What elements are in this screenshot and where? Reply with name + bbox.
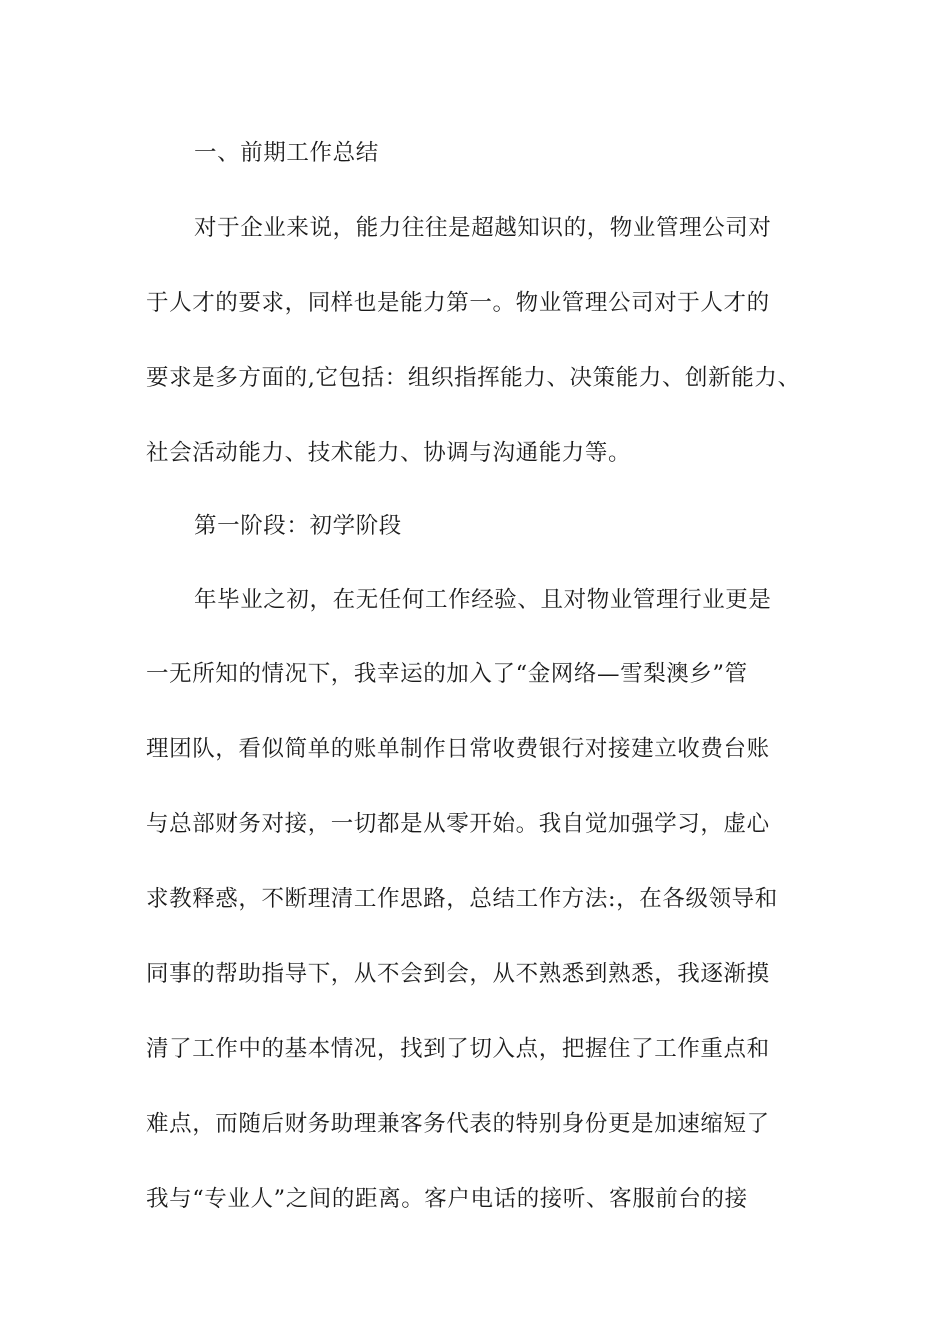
paragraph-line: 于人才的要求，同样也是能力第一。物业管理公司对于人才的 xyxy=(146,290,770,316)
paragraph-line: 清了工作中的基本情况，找到了切入点，把握住了工作重点和 xyxy=(146,1036,770,1062)
stage-heading: 第一阶段：初学阶段 xyxy=(194,513,402,539)
section-heading: 一、前期工作总结 xyxy=(194,140,379,166)
paragraph-line: 难点，而随后财务助理兼客务代表的特别身份更是加速缩短了 xyxy=(146,1111,770,1137)
paragraph-line: 社会活动能力、技术能力、协调与沟通能力等。 xyxy=(146,440,632,466)
paragraph-line: 理团队，看似简单的账单制作日常收费银行对接建立收费台账 xyxy=(146,736,770,762)
paragraph-line: 一无所知的情况下，我幸运的加入了“金网络—雪梨澳乡”管 xyxy=(146,661,748,687)
paragraph-line: 年毕业之初，在无任何工作经验、且对物业管理行业更是 xyxy=(194,587,772,613)
paragraph-line: 同事的帮助指导下，从不会到会，从不熟悉到熟悉，我逐渐摸 xyxy=(146,961,770,987)
paragraph-line: 求教释惑，不断理清工作思路，总结工作方法:，在各级领导和 xyxy=(146,886,778,912)
paragraph-line: 要求是多方面的,它包括：组织指挥能力、决策能力、创新能力、 xyxy=(146,365,801,391)
paragraph-line: 我与“专业人”之间的距离。客户电话的接听、客服前台的接 xyxy=(146,1186,748,1212)
paragraph-line: 对于企业来说，能力往往是超越知识的，物业管理公司对 xyxy=(194,215,772,241)
paragraph-line: 与总部财务对接，一切都是从零开始。我自觉加强学习，虚心 xyxy=(146,811,770,837)
